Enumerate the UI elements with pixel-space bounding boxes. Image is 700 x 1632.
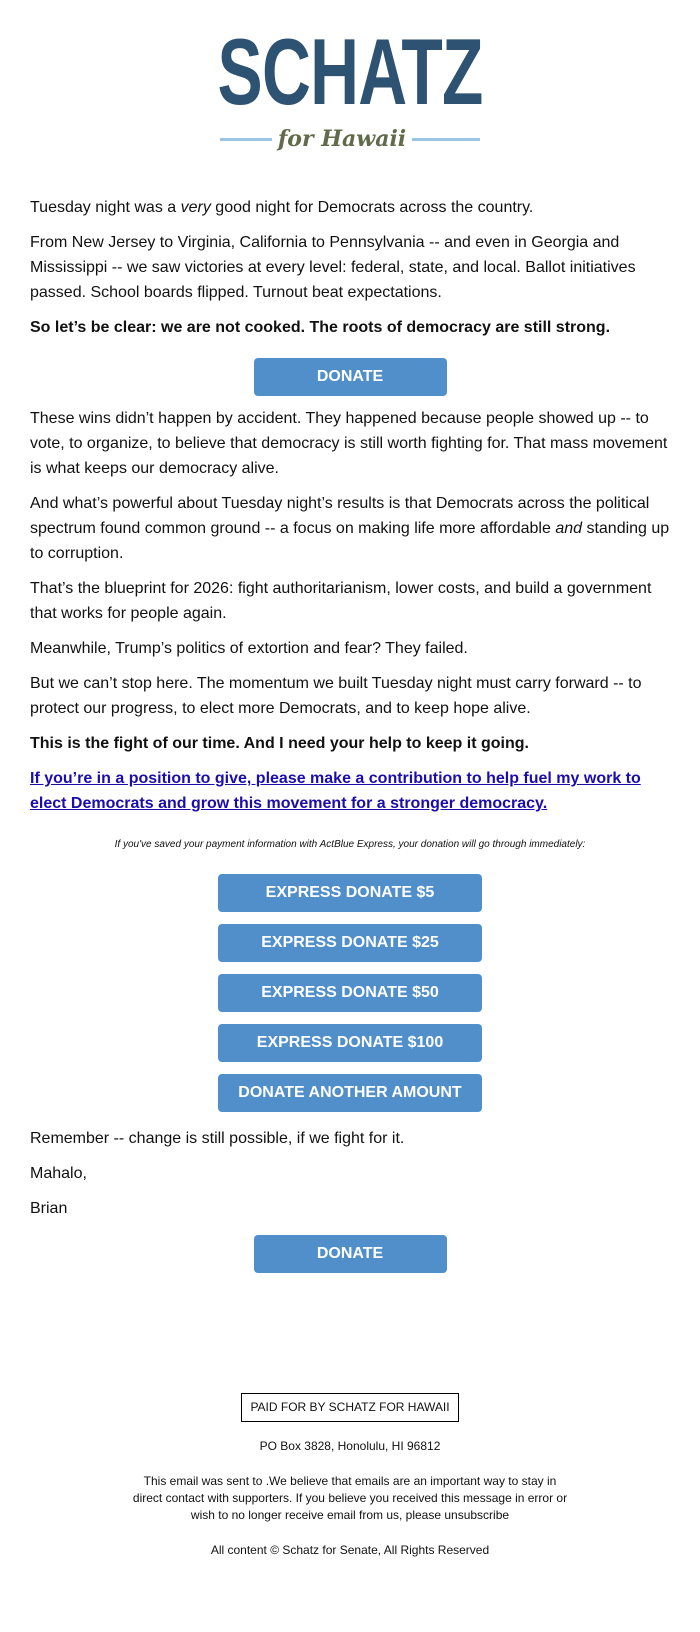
donate-button-row (30, 358, 670, 396)
paid-for-disclaimer: PAID FOR BY SCHATZ FOR HAWAII (241, 1393, 458, 1422)
p5-emphasis: and (555, 520, 583, 537)
p1-emphasis: very (180, 199, 211, 216)
footer (0, 1393, 700, 1559)
logo-line-left (220, 138, 272, 141)
paragraph-7: Meanwhile, Trump’s politics of extortion and fear? They failed. (30, 640, 468, 657)
donate-button-row-2 (30, 1235, 670, 1273)
contribution-link[interactable]: If you’re in a position to give, please make a contribution to help fuel my work to elect Democrats and grow this movement for a stronger democracy. (30, 770, 641, 812)
paragraph-1 (30, 195, 670, 220)
footer-address: PO Box 3828, Honolulu, HI 96812 (259, 1439, 441, 1453)
express-donate-100-button[interactable]: EXPRESS DONATE $100 (218, 1024, 482, 1062)
p5-text-b: standing up to corruption. (30, 520, 670, 562)
footer-notice: This email was sent to .We believe that emails are an important way to stay in direct contact with supporters. If you believe you received this message in error or wish to no longer receive email from us, please unsubscribe (132, 1474, 568, 1522)
logo (0, 0, 700, 175)
express-note: If you've saved your payment information with ActBlue Express, your donation will go through immediately: (114, 839, 586, 850)
express-donate-buttons (30, 874, 670, 1124)
donate-button[interactable]: DONATE (254, 358, 447, 396)
footer-copyright: All content © Schatz for Senate, All Rights Reserved (210, 1543, 490, 1557)
paragraph-4: These wins didn’t happen by accident. They happened because people showed up -- to vote, to organize, to believe that democracy is still worth fighting for. That mass movement is what keeps our democracy alive. (30, 410, 668, 477)
donate-another-amount-button[interactable]: DONATE ANOTHER AMOUNT (218, 1074, 482, 1112)
logo-wordmark: SCHATZ (217, 19, 483, 124)
signoff: Mahalo, (30, 1165, 87, 1182)
p1-text-b: good night for Democrats across the country. (210, 199, 534, 216)
paragraph-2: From New Jersey to Virginia, California to Pennsylvania -- and even in Georgia and Mississippi -- we saw victories at every level: federal, state, and local. Ballot initiatives passed. School boards flipped. Turnout beat expectations. (30, 234, 636, 301)
express-donate-50-button[interactable]: EXPRESS DONATE $50 (218, 974, 482, 1012)
logo-line-right (412, 138, 480, 141)
paragraph-10: Remember -- change is still possible, if we fight for it. (30, 1130, 405, 1147)
logo-tagline-row (0, 126, 700, 152)
paragraph-5 (30, 491, 670, 566)
express-donate-5-button[interactable]: EXPRESS DONATE $5 (218, 874, 482, 912)
paragraph-3: So let’s be clear: we are not cooked. The roots of democracy are still strong. (30, 319, 611, 336)
p1-text-a: Tuesday night was a (30, 199, 181, 216)
paragraph-9: This is the fight of our time. And I need your help to keep it going. (30, 735, 529, 752)
express-donate-25-button[interactable]: EXPRESS DONATE $25 (218, 924, 482, 962)
donate-button-bottom[interactable]: DONATE (254, 1235, 447, 1273)
logo-tagline: for Hawaii (277, 126, 407, 152)
p5-text-a: And what’s powerful about Tuesday night’s results is that Democrats across the political spectrum found common ground -- a focus on making life more affordable (30, 495, 650, 537)
contribution-paragraph (30, 766, 670, 816)
email-body (0, 195, 700, 1273)
paragraph-6: That’s the blueprint for 2026: fight authoritarianism, lower costs, and build a government that works for people again. (30, 580, 652, 622)
signature: Brian (30, 1200, 68, 1217)
paragraph-8: But we can’t stop here. The momentum we built Tuesday night must carry forward -- to protect our progress, to elect more Democrats, and to keep hope alive. (30, 675, 642, 717)
